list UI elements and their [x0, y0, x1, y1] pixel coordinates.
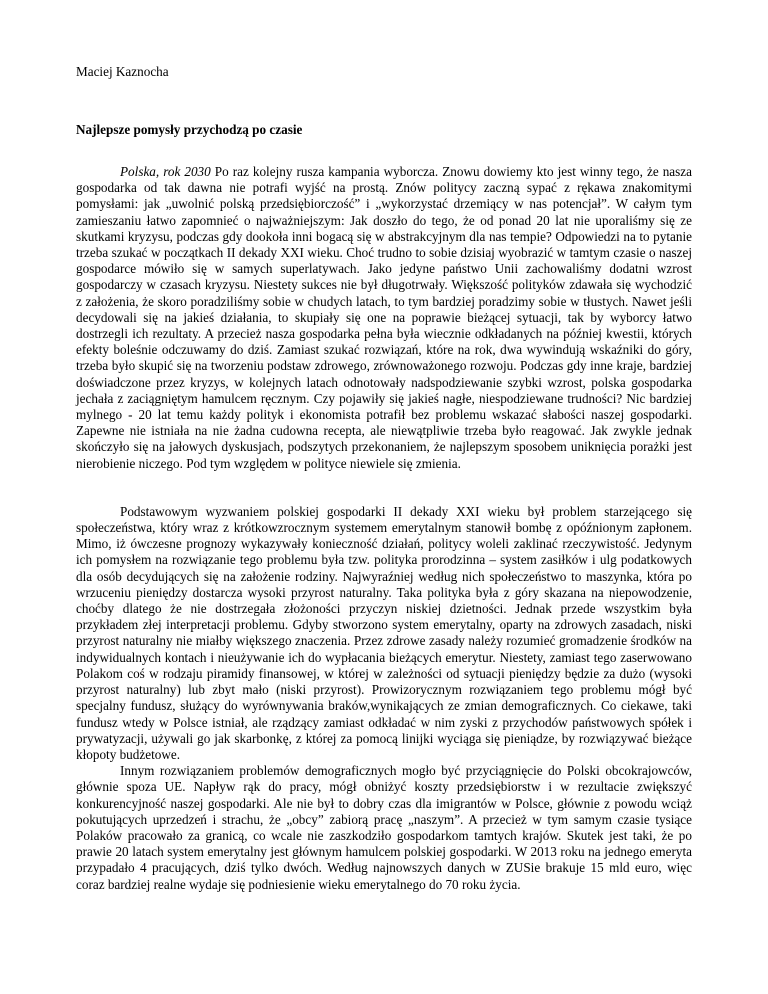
- paragraph-intro: [76, 164, 692, 472]
- document-title: Najlepsze pomysły przychodzą po czasie: [76, 122, 303, 137]
- document-body: [76, 164, 692, 893]
- paragraph-pension-system: [76, 504, 692, 763]
- paragraph-text: Po raz kolejny rusza kampania wyborcza. Znowu dowiemy kto jest winny tego, że nasza gospodarka od tak dawna nie potrafi wyjść na prostą. Znów politycy zaczną sypać z rękawa znakomitymi pomysłami: jak „uwolnić polską przedsiębiorczość” i „wykorzystać drzemiący w nas potencjał”. W całym tym zamieszaniu łatwo zapomnieć o najważniejszym: Jak doszło do tego, że od ponad 20 lat nie uporaliśmy się ze skutkami kryzysu, podczas gdy dookoła inni bogacą się w abstrakcyjnym dla nas tempie? Odpowiedzi na to pytanie trzeba szukać w początkach II dekady XXI wieku. Choć trudno to sobie dzisiaj wyobrazić w tamtym czasie o naszej gospodarce mówiło się w samych superlatywach. Jako jedyne państwo Unii zachowaliśmy dodatni wzrost gospodarczy w czasach kryzysu. Niestety sukces nie był długotrwały. Większość polityków zdawała się wychodzić z założenia, że skoro poradziliśmy sobie w chudych latach, to tym bardziej poradzimy sobie w tłustych. Nawet jeśli decydowali się na jakieś działania, to skupiały się one na poprawie bieżącej sytuacji, tak by wyborcy łatwo dostrzegli ich rezultaty. A przecież nasza gospodarka pełna była wiecznie odkładanych na później kwestii, których efekty boleśnie odczuwamy do dziś. Zamiast szukać rozwiązań, które na rok, dwa wywindują wskaźniki do góry, trzeba było skupić się na tworzeniu podstaw zdrowego, zrównoważonego rozwoju. Podczas gdy inne kraje, bardziej doświadczone przez kryzys, w kolejnych latach odnotowały nadspodziewanie szybki wzrost, polska gospodarka jechała z zaciągniętym hamulcem ręcznym. Czy pojawiły się jakieś nagłe, niespodziewane trudności? Nic bardziej mylnego - 20 lat temu każdy polityk i ekonomista potrafił bez problemu wskazać słabości naszej gospodarki. Zapewne nie istniała na nie żadna cudowna recepta, ale niewątpliwie trzeba było reagować. Jak zwykle jednak skończyło się na jałowych dyskusjach, podszytych przekonaniem, że najlepszym sposobem uniknięcia porażki jest nierobienie niczego. Pod tym względem w polityce niewiele się zmienia.: [76, 164, 693, 471]
- paragraph-text: Podstawowym wyzwaniem polskiej gospodarki II dekady XXI wieku był problem starzejącego się społeczeństwa, który wraz z krótkowzrocznym systemem emerytalnym stanowił bombę z opóźnionym zapłonem. Mimo, iż ówczesne prognozy wykazywały konieczność działań, politycy woleli zaklinać rzeczywistość. Jedynym ich pomysłem na rozwiązanie tego problemu była tzw. polityka prorodzinna – system zasiłków i ulg podatkowych dla osób decydujących się na założenie rodziny. Najwyraźniej według nich społeczeństwo to maszynka, która po wrzuceniu pieniędzy dostarcza wysoki przyrost naturalny. Taka polityka była z góry skazana na niepowodzenie, choćby dlatego że nie dostrzegała złożoności przyczyn niskiej dzietności. Jednak przede wszystkim była przykładem złej interpretacji problemu. Gdyby stworzono system emerytalny, oparty na zdrowych zasadach, niski przyrost naturalny nie miałby większego znaczenia. Przez zdrowe zasady należy rozumieć gromadzenie środków na indywidualnych kontach i nieużywanie ich do wypłacania bieżących emerytur. Niestety, zamiast tego zaserwowano Polakom coś w rodzaju piramidy finansowej, w której w zależności od sytuacji pieniędzy będzie za dużo (wysoki przyrost naturalny) lub zbyt mało (niski przyrost). Prowizorycznym rozwiązaniem tego problemu mógł być specjalny fundusz, służący do wyrównywania braków,wynikających ze zmian demograficznych. Co ciekawe, taki fundusz wtedy w Polsce istniał, ale rządzący zamiast odkładać w nim zyski z przychodów państwowych spółek i prywatyzacji, używali go jak skarbonkę, z której za pomocą linijki wyciąga się pieniądze, by rozwiązywać bieżące kłopoty budżetowe.: [76, 503, 692, 762]
- author-name: Maciej Kaznocha: [76, 64, 169, 79]
- paragraph-immigration: [76, 763, 692, 893]
- paragraph-text: Innym rozwiązaniem problemów demograficznych mogło być przyciągnięcie do Polski obcokrajowców, głównie spoza UE. Napływ rąk do pracy, mógł obniżyć koszty przedsiębiorstw i w rezultacie zwiększyć konkurencyjność naszej gospodarki. Ale nie był to dobry czas dla imigrantów w Polsce, głównie z powodu wciąż pokutujących uprzedzeń i strachu, że „obcy” zabiorą pracę „naszym”. A przecież w tym samym czasie tysiące Polaków pracowało za granicą, co wcale nie zaszkodziło gospodarkom tamtych krajów. Skutek jest taki, że po prawie 20 latach system emerytalny jest głównym hamulcem polskiej gospodarki. W 2013 roku na jednego emeryta przypadało 4 pracujących, dziś tylko dwóch. Według najnowszych danych w ZUSie brakuje 15 mld euro, więc coraz bardziej realne wydaje się podniesienie wieku emerytalnego do 70 roku życia.: [76, 763, 692, 892]
- place-date-lead: Polska, rok 2030: [120, 164, 211, 179]
